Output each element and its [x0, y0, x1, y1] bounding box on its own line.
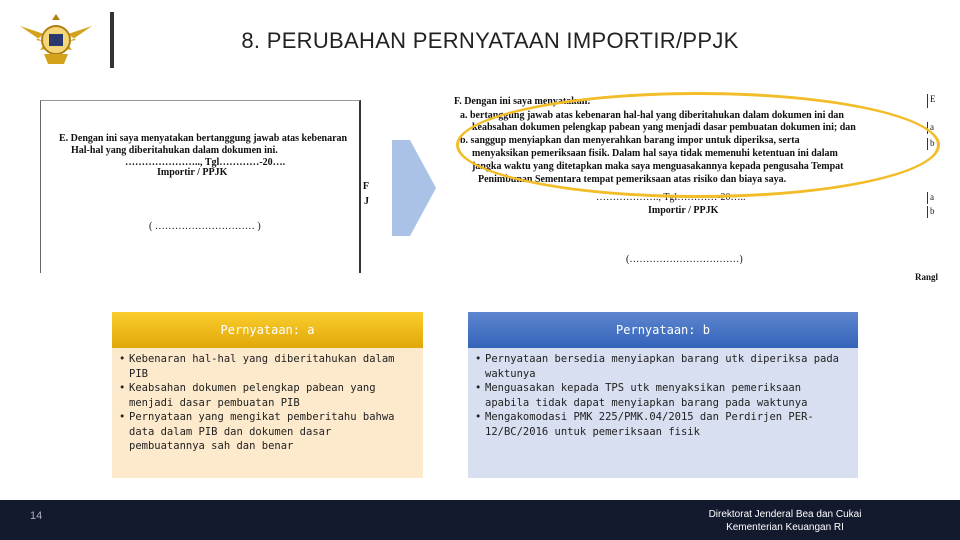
- list-item: • Keabsahan dokumen pelengkap pabean yang menjadi dasar pembuatan PIB: [129, 381, 413, 410]
- scan-right-line: F. Dengan ini saya menyatakan:: [454, 96, 591, 107]
- scan-left-line: E. Dengan ini saya menyatakan bertanggung jawab atas kebenaran: [59, 133, 348, 144]
- scan-right-edge: a: [927, 122, 936, 134]
- scan-right-line: Penimbunan Sementara tempat pemeriksaan atas risiko dan biaya saya.: [478, 174, 787, 185]
- scan-form-old: [40, 100, 369, 273]
- card-a-body: [112, 348, 423, 478]
- card-b-title: Pernyataan: b: [468, 312, 858, 348]
- scan-right-line: (……………………………): [626, 254, 743, 265]
- scan-left-line: ( ………………………… ): [149, 221, 261, 232]
- list-item: • Menguasakan kepada TPS utk menyaksikan pemeriksaan apabila tidak dapat menyiapkan barang pada waktunya: [485, 381, 848, 410]
- scan-left-line: Hal-hal yang diberitahukan dalam dokumen ini.: [71, 145, 278, 156]
- scan-right-line: keabsahan dokumen pelengkap pabean yang menjadi dasar pembuatan dokumen ini; dan: [472, 122, 856, 133]
- title-divider: [110, 12, 114, 68]
- scan-right-line: a. bertanggung jawab atas kebenaran hal-hal yang diberitahukan dalam dokumen ini dan: [460, 110, 844, 121]
- scan-left-line: Importir / PPJK: [157, 167, 228, 178]
- page-number: 14: [30, 510, 43, 522]
- page-title: 8. PERUBAHAN PERNYATAAN IMPORTIR/PPJK: [241, 28, 739, 53]
- list-item: • Mengakomodasi PMK 225/PMK.04/2015 dan Perdirjen PER-12/BC/2016 untuk pemeriksaan fisik: [485, 410, 848, 439]
- list-item: • Pernyataan bersedia menyiapkan barang utk diperiksa pada waktunya: [485, 352, 848, 381]
- footer-org-line: Kementerian Keuangan RI: [726, 522, 844, 533]
- scan-right-edge: b: [927, 206, 936, 218]
- scan-right-edge: Rangl: [914, 272, 938, 282]
- highlight-oval: [456, 92, 940, 198]
- scan-left-line: ………………….., Tgl…………-20….: [125, 157, 286, 168]
- list-item: • Kebenaran hal-hal yang diberitahukan dalam PIB: [129, 352, 413, 381]
- right-arrow-icon: [392, 140, 436, 241]
- scan-right-edge: E: [927, 94, 936, 108]
- card-b-body: [468, 348, 858, 478]
- scan-right-line: jangka waktu yang ditetapkan maka saya menguasakannya kepada pengusaha Tempat: [472, 161, 844, 172]
- scan-right-line: b. sanggup menyiapkan dan menyerahkan barang impor untuk diperiksa, serta: [460, 135, 800, 146]
- scan-right-line: Importir / PPJK: [648, 205, 719, 216]
- list-item: • Pernyataan yang mengikat pemberitahu bahwa data dalam PIB dan dokumen dasar pembuatannya sah dan benar: [129, 410, 413, 454]
- scan-right-edge: b: [927, 138, 936, 150]
- scan-left-mark: J: [364, 196, 369, 207]
- card-a-title: Pernyataan: a: [112, 312, 423, 348]
- footer-org-line: Direktorat Jenderal Bea dan Cukai: [708, 509, 862, 520]
- footer-bar: [0, 500, 960, 540]
- scan-right-line: menyaksikan pemeriksaan fisik. Dalam hal saya tidak memenuhi ketentuan ini dalam: [472, 148, 838, 159]
- footer-org: [690, 508, 880, 534]
- customs-logo: [14, 10, 98, 72]
- scan-right-line: ………………., Tgl…………-20…..: [596, 192, 746, 203]
- scan-right-edge: a: [927, 192, 936, 204]
- scan-left-mark: F: [362, 181, 369, 192]
